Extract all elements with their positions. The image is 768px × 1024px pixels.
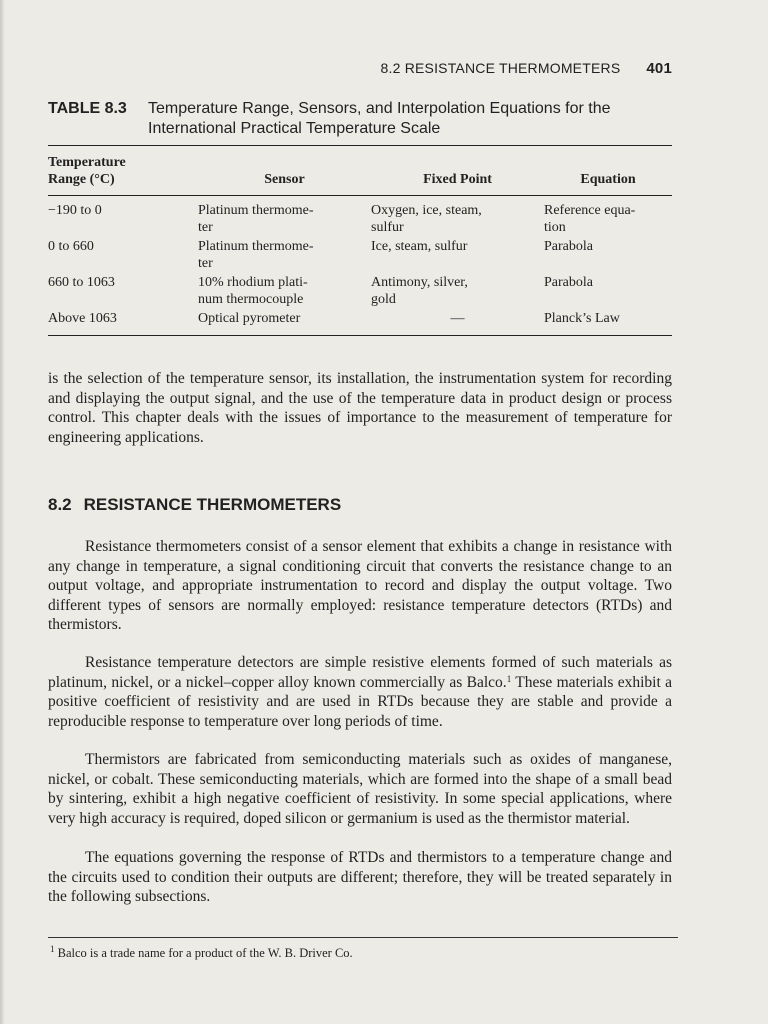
page-number: 401 xyxy=(646,60,672,77)
cell-fixed-point: Oxygen, ice, steam, sulfur xyxy=(371,203,482,235)
paragraph-4: The equations governing the response of RTDs and thermistors to a temperature change and the circuits used to condition their outputs are different; therefore, they will be treated separately in the following subsections. xyxy=(48,849,672,905)
footnote-marker: 1 xyxy=(50,944,55,954)
intro-paragraph: is the selection of the temperature sensor, its installation, the instrumentation system for recording and displaying the output signal, and the use of the temperature data in product design or process control. This chapter deals with the issues of importance to the measurement of temperature for engineering applications. xyxy=(48,370,672,446)
header-temperature-range: Temperature Range (°C) xyxy=(48,155,126,187)
cell-equation: Planck’s Law xyxy=(544,311,620,326)
cell-equation: Reference equa- tion xyxy=(544,203,636,235)
running-head xyxy=(48,60,672,77)
footnote xyxy=(50,946,353,961)
cell-range: Above 1063 xyxy=(48,311,117,326)
cell-fixed-point: Antimony, silver, gold xyxy=(371,275,468,307)
paragraph-2: Resistance temperature detectors are simple resistive elements formed of such materials as platinum, nickel, or a nickel–copper alloy known commercially as Balco.$^1$ These materials exhibit a positive coefficient of resistivity and are used in RTDs because they are stable and provide a reproducible response to temperature over long periods of time. xyxy=(48,654,672,730)
header-fixed-point: Fixed Point xyxy=(423,172,492,187)
header-equation: Equation xyxy=(580,172,636,187)
section-number: 8.2 xyxy=(48,495,72,514)
table-top-rule xyxy=(48,145,672,146)
cell-range: 660 to 1063 xyxy=(48,275,115,290)
cell-fixed-point: Ice, steam, sulfur xyxy=(371,239,468,254)
footnote-reference: 1 xyxy=(506,673,512,684)
paragraph-1: Resistance thermometers consist of a sensor element that exhibits a change in resistance with any change in temperature, a signal conditioning circuit that converts the resistance change to an output voltage, and appropriate instrumentation to record and display the output voltage. Two different types of sensors are normally employed: resistance temperature detectors (RTDs) and thermistors. xyxy=(48,538,672,633)
running-head-section: 8.2 RESISTANCE THERMOMETERS xyxy=(380,60,621,76)
footnote-rule xyxy=(48,937,678,938)
table-row xyxy=(48,310,672,329)
cell-sensor: Optical pyrometer xyxy=(198,311,301,326)
table-header-row xyxy=(48,154,672,192)
table-bottom-rule xyxy=(48,335,672,336)
header-sensor: Sensor xyxy=(264,172,305,187)
cell-fixed-point: — xyxy=(450,311,465,326)
table-row xyxy=(48,238,672,274)
footnote-text: Balco is a trade name for a product of the W. B. Driver Co. xyxy=(54,946,353,960)
cell-range: −190 to 0 xyxy=(48,203,102,218)
table-row xyxy=(48,192,672,238)
cell-sensor: 10% rhodium plati- num thermocouple xyxy=(198,275,308,307)
table-label: TABLE 8.3 xyxy=(48,100,127,117)
cell-sensor: Platinum thermome- ter xyxy=(198,239,314,271)
section-heading xyxy=(48,495,341,515)
page-binding-shadow xyxy=(0,0,5,1024)
cell-equation: Parabola xyxy=(544,275,593,290)
paragraph-3: Thermistors are fabricated from semiconducting materials such as oxides of manganese, nickel, or cobalt. These semiconducting materials, which are formed into the shape of a small bead by sintering, exhibit a high negative coefficient of resistivity. In some special applications, where very high accuracy is required, doped silicon or germanium is used as the thermistor material. xyxy=(48,751,672,827)
table-row xyxy=(48,274,672,310)
temperature-scale-table xyxy=(48,154,672,329)
cell-sensor: Platinum thermome- ter xyxy=(198,203,314,235)
table-caption-text: Temperature Range, Sensors, and Interpolation Equations for the International Practical Temperature Scale xyxy=(148,100,611,137)
section-title: RESISTANCE THERMOMETERS xyxy=(83,495,342,514)
cell-equation: Parabola xyxy=(544,239,593,254)
cell-range: 0 to 660 xyxy=(48,239,94,254)
